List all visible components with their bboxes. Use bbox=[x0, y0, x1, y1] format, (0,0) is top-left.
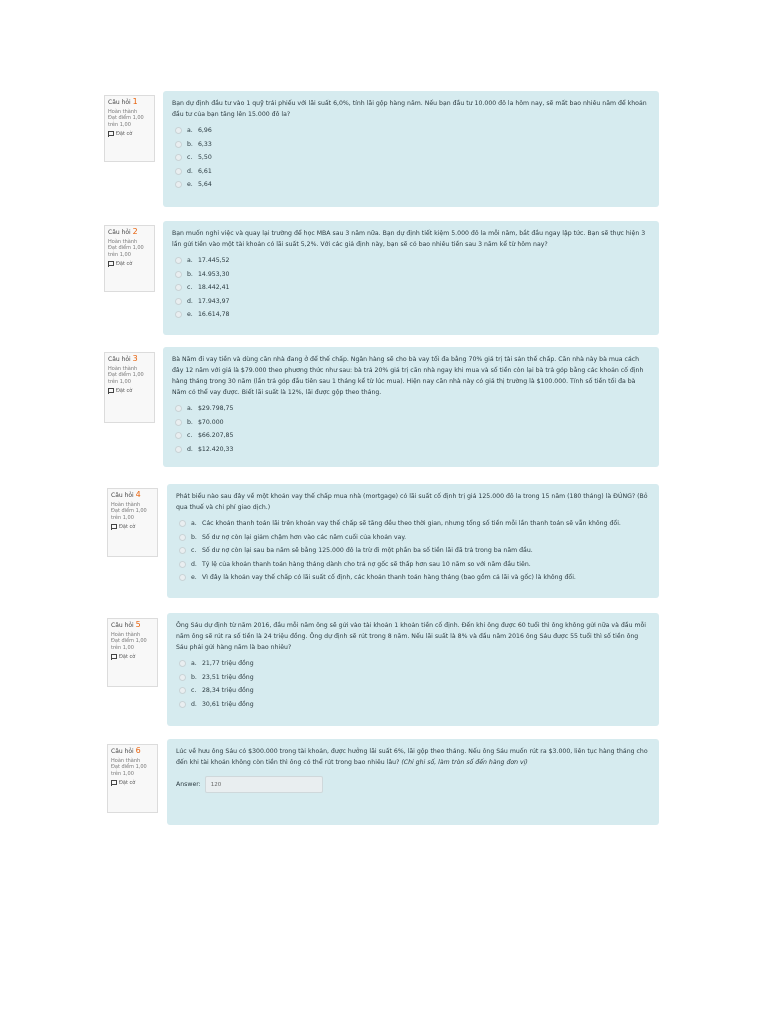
flag-icon bbox=[108, 261, 114, 267]
question-content bbox=[163, 347, 659, 467]
answer-options bbox=[163, 398, 659, 456]
flag-question-button[interactable]: Đặt cờ bbox=[111, 524, 157, 531]
question-content bbox=[163, 221, 659, 335]
option[interactable]: a. 6,96 bbox=[175, 124, 659, 138]
question-note: (Chỉ ghi số, làm tròn số đến hàng đơn vị) bbox=[401, 759, 528, 766]
radio-button[interactable] bbox=[175, 181, 182, 188]
radio-button[interactable] bbox=[175, 154, 182, 161]
question-number: Câu hỏi 2 bbox=[108, 227, 138, 236]
question-number: Câu hỏi 5 bbox=[111, 620, 141, 629]
option[interactable]: c. Số dư nợ còn lại sau ba năm sẽ bằng 125.000 đô la trừ đi một phần ba số tiền lãi đã trả trong ba năm đầu. bbox=[179, 544, 659, 558]
option[interactable]: d. 17.943,97 bbox=[175, 295, 659, 309]
option[interactable]: b. 6,33 bbox=[175, 138, 659, 152]
question-score: Đạt điểm 1,00 bbox=[108, 115, 144, 121]
flag-question-button[interactable]: Đặt cờ bbox=[108, 131, 154, 138]
question-number: Câu hỏi 1 bbox=[108, 97, 138, 106]
radio-button[interactable] bbox=[179, 547, 186, 554]
question-score-max: trên 1,00 bbox=[108, 121, 131, 128]
radio-button[interactable] bbox=[179, 674, 186, 681]
radio-button[interactable] bbox=[175, 284, 182, 291]
question-score-max: trên 1,00 bbox=[108, 378, 131, 385]
answer-input[interactable]: 120 bbox=[205, 776, 323, 793]
question-score: Đạt điểm 1,00 bbox=[108, 372, 144, 378]
question-info bbox=[104, 352, 155, 423]
question-score: Đạt điểm 1,00 bbox=[108, 245, 144, 251]
question-info bbox=[107, 488, 158, 557]
option[interactable]: d. $12.420,33 bbox=[175, 443, 659, 457]
answer-label: Answer: bbox=[176, 781, 201, 788]
answer-options bbox=[163, 250, 659, 322]
radio-button[interactable] bbox=[175, 141, 182, 148]
radio-button[interactable] bbox=[175, 446, 182, 453]
radio-button[interactable] bbox=[179, 574, 186, 581]
option[interactable]: a. 17.445,52 bbox=[175, 254, 659, 268]
question-score: Đạt điểm 1,00 bbox=[111, 508, 147, 514]
question-score-max: trên 1,00 bbox=[108, 251, 131, 258]
question-text: Ông Sáu dự định từ năm 2016, đầu mỗi năm ông sẽ gửi vào tài khoản 1 khoản tiền cố định. Đến khi ông được 60 tuổi thì ông không gửi nữa và đầu mỗi năm ông sẽ rút ra số tiền là 24 triệu đồng. Ông dự định sẽ rút trong 8 năm. Nếu lãi suất là 8% và đầu năm 2016 ông Sáu được 55 tuổi thì số tiền ông Sáu phải gửi hàng năm là bao nhiêu? bbox=[176, 622, 646, 651]
radio-button[interactable] bbox=[179, 701, 186, 708]
radio-button[interactable] bbox=[179, 520, 186, 527]
question-status: Hoàn thành bbox=[111, 501, 141, 508]
radio-button[interactable] bbox=[179, 687, 186, 694]
answer-row bbox=[167, 768, 659, 793]
radio-button[interactable] bbox=[175, 271, 182, 278]
radio-button[interactable] bbox=[175, 127, 182, 134]
question-number: Câu hỏi 6 bbox=[111, 746, 141, 755]
option[interactable]: c. 28,34 triệu đồng bbox=[179, 684, 659, 698]
radio-button[interactable] bbox=[179, 534, 186, 541]
question-status: Hoàn thành bbox=[108, 238, 138, 245]
question-status: Hoàn thành bbox=[108, 365, 138, 372]
question-status: Hoàn thành bbox=[108, 108, 138, 115]
option[interactable]: b. 14.953,30 bbox=[175, 268, 659, 282]
question-info bbox=[107, 618, 158, 687]
option[interactable]: b. Số dư nợ còn lại giảm chậm hơn vào các năm cuối của khoản vay. bbox=[179, 531, 659, 545]
question-text: Phát biểu nào sau đây về một khoản vay thế chấp mua nhà (mortgage) có lãi suất cố định trị giá 125.000 đô la trong 15 năm (180 tháng) là ĐÚNG? (Bỏ qua thuế và chi phí giao dịch.) bbox=[176, 493, 648, 511]
question-content bbox=[163, 91, 659, 207]
option[interactable]: a. Các khoản thanh toán lãi trên khoản vay thế chấp sẽ tăng đều theo thời gian, nhưng tổng số tiền mỗi lần thanh toán sẽ vẫn không đổi. bbox=[179, 517, 659, 531]
question-content bbox=[167, 613, 659, 726]
flag-question-button[interactable]: Đặt cờ bbox=[108, 388, 154, 395]
question-content bbox=[167, 484, 659, 598]
flag-icon bbox=[111, 780, 117, 786]
option[interactable]: d. Tỷ lệ của khoản thanh toán hàng tháng dành cho trả nợ gốc sẽ thấp hơn sau 10 năm so với năm đầu tiên. bbox=[179, 558, 659, 572]
question-text: Lúc về hưu ông Sáu có $300.000 trong tài khoản, được hưởng lãi suất 6%, lãi gộp theo tháng. Nếu ông Sáu muốn rút ra $3.000, liên tục hàng tháng cho đến khi tài khoản không còn tiền thì ông có thể rút trong bao nhiêu lâu? (Chỉ ghi số, làm tròn số đến hàng đơn vị) bbox=[176, 748, 648, 766]
flag-icon bbox=[108, 388, 114, 394]
option[interactable]: c. 5,50 bbox=[175, 151, 659, 165]
question-text: Bạn dự định đầu tư vào 1 quỹ trái phiếu với lãi suất 6,0%, tính lãi gộp hàng năm. Nếu bạn đầu tư 10.000 đô la hôm nay, sẽ mất bao nhiêu năm để khoản đầu tư của bạn tăng lên 15.000 đô la? bbox=[172, 100, 647, 118]
radio-button[interactable] bbox=[175, 257, 182, 264]
question-content bbox=[167, 739, 659, 825]
question-number: Câu hỏi 3 bbox=[108, 354, 138, 363]
option[interactable]: d. 6,61 bbox=[175, 165, 659, 179]
question-text: Bà Năm đi vay tiền và dùng căn nhà đang ở để thế chấp. Ngân hàng sẽ cho bà vay tối đa bằng 70% giá trị tài sản thế chấp. Căn nhà này bà mua cách đây 12 năm với giá là $79.000 theo phương thức như sau: bà trả 20% giá trị căn nhà ngay khi mua và số tiền còn lại bà trả góp bằng các khoản cố định hàng tháng trong 30 năm (lần trả góp đầu tiên sau 1 tháng kể từ lúc mua). Hiện nay căn nhà này có giá thị trường là $100.000. Tính số tiền tối đa bà Năm có thể vay được. Biết lãi suất là 12%, lãi được gộp theo tháng. bbox=[172, 356, 644, 396]
question-status: Hoàn thành bbox=[111, 631, 141, 638]
flag-question-button[interactable]: Đặt cờ bbox=[108, 261, 154, 268]
radio-button[interactable] bbox=[175, 311, 182, 318]
radio-button[interactable] bbox=[175, 405, 182, 412]
flag-icon bbox=[108, 131, 114, 137]
radio-button[interactable] bbox=[175, 419, 182, 426]
flag-question-button[interactable]: Đặt cờ bbox=[111, 654, 157, 661]
radio-button[interactable] bbox=[175, 298, 182, 305]
radio-button[interactable] bbox=[179, 561, 186, 568]
option[interactable]: a. $29.798,75 bbox=[175, 402, 659, 416]
answer-options bbox=[167, 653, 659, 711]
question-score-max: trên 1,00 bbox=[111, 644, 134, 651]
option[interactable]: e. Vì đây là khoản vay thế chấp có lãi suất cố định, các khoản thanh toán hàng tháng (bao gồm cả lãi và gốc) là không đổi. bbox=[179, 571, 659, 585]
option[interactable]: d. 30,61 triệu đồng bbox=[179, 698, 659, 712]
option[interactable]: a. 21,77 triệu đồng bbox=[179, 657, 659, 671]
question-info bbox=[104, 225, 155, 292]
option[interactable]: c. $66.207,85 bbox=[175, 429, 659, 443]
option[interactable]: c. 18.442,41 bbox=[175, 281, 659, 295]
flag-icon bbox=[111, 654, 117, 660]
question-info bbox=[104, 95, 155, 162]
question-score: Đạt điểm 1,00 bbox=[111, 764, 147, 770]
option[interactable]: b. 23,51 triệu đồng bbox=[179, 671, 659, 685]
question-info bbox=[107, 744, 158, 813]
question-number: Câu hỏi 4 bbox=[111, 490, 141, 499]
radio-button[interactable] bbox=[179, 660, 186, 667]
option[interactable]: b. $70.000 bbox=[175, 416, 659, 430]
question-status: Hoàn thành bbox=[111, 757, 141, 764]
option[interactable]: e. 16.614,78 bbox=[175, 308, 659, 322]
flag-question-button[interactable]: Đặt cờ bbox=[111, 780, 157, 787]
option[interactable]: e. 5,64 bbox=[175, 178, 659, 192]
answer-options bbox=[163, 120, 659, 192]
question-text: Bạn muốn nghỉ việc và quay lại trường để học MBA sau 3 năm nữa. Bạn dự định tiết kiệm 5.000 đô la mỗi năm, bắt đầu ngay lập tức. Bạn sẽ thực hiện 3 lần gửi tiền vào một tài khoản có lãi suất 5,2%. Với các giả định này, bạn sẽ có bao nhiêu tiền sau 3 năm kể từ hôm nay? bbox=[172, 230, 646, 248]
question-score-max: trên 1,00 bbox=[111, 770, 134, 777]
answer-options bbox=[167, 513, 659, 585]
question-score-max: trên 1,00 bbox=[111, 514, 134, 521]
radio-button[interactable] bbox=[175, 168, 182, 175]
radio-button[interactable] bbox=[175, 432, 182, 439]
flag-icon bbox=[111, 524, 117, 530]
question-score: Đạt điểm 1,00 bbox=[111, 638, 147, 644]
